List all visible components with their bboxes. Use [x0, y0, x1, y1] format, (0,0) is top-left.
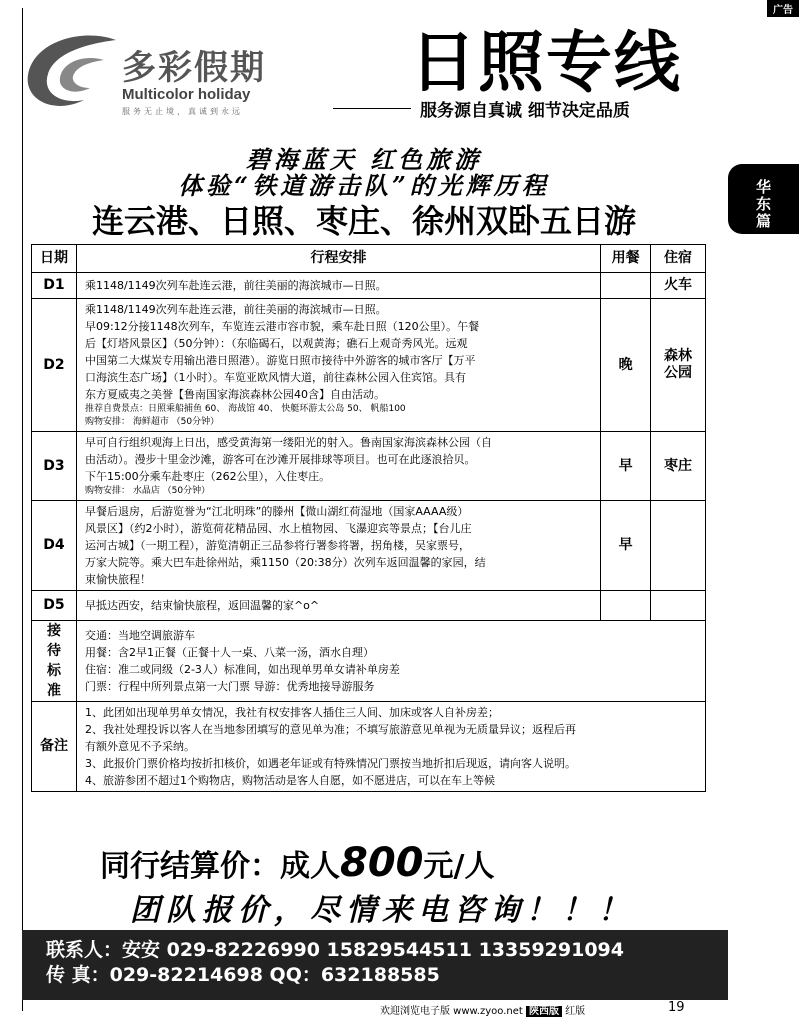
footer-text: 欢迎浏览电子版 www.zyoo.net: [380, 1006, 523, 1017]
hotel-cell: [651, 501, 706, 591]
plan-line: 由活动）。漫步十里金沙滩，游客可在沙滩开展排球等项目。也可在此逐浪拾贝。: [84, 453, 476, 466]
table-row: [32, 621, 706, 702]
region-tab-char: 华: [755, 178, 771, 196]
reception-label-char: 标: [46, 663, 61, 679]
day-label: D4: [32, 501, 77, 591]
contact-bar: [22, 930, 728, 1000]
plan-line: 早可自行组织观海上日出，感受黄海第一缕阳光的射入。鲁南国家海滨森林公园（自: [84, 436, 492, 449]
plan-line: 束愉快旅程！: [84, 573, 151, 586]
page-number: 19: [668, 1000, 685, 1015]
edition-tag: 陕西版: [526, 1006, 562, 1017]
logo-slogan: 服务无止境，真诚到永远: [122, 107, 243, 116]
reception-details: [76, 621, 705, 702]
plan-line: 乘1148/1149次列车赴连云港，前往美丽的海滨城市—日照。: [84, 303, 387, 316]
price-prefix: 同行结算价：成人: [100, 849, 340, 884]
plan-line: 下午15:00分乘车赴枣庄（262公里），入住枣庄。: [84, 470, 331, 483]
region-tab: [728, 164, 799, 234]
plan-line: 乘1148/1149次列车赴连云港，前往美丽的海滨城市—日照。: [84, 279, 387, 292]
plan-line: 运河古城】（一期工程），游览清朝正三品参将行署参将署，拐角楼，吴家票号，: [84, 539, 470, 552]
route-title: 连云港、日照、枣庄、徐州双卧五日游: [91, 202, 636, 240]
logo-swoosh-icon: [24, 30, 124, 120]
day-plan: [76, 501, 600, 591]
hotel-cell: 枣庄: [651, 432, 706, 501]
price-amount: 800: [340, 840, 424, 886]
ad-label: 广告: [767, 0, 799, 17]
hotel-cell: [651, 299, 706, 432]
header-hotel: 住宿: [651, 245, 706, 273]
meal-cell: 晚: [601, 299, 651, 432]
contact-line: 联系人：安安 029-82226990 15829544511 13359291094: [46, 939, 624, 961]
plan-line: 后【灯塔风景区】（50分钟）：（东临碣石，以观黄海；礁石上观奇秀风光。远观: [84, 337, 468, 350]
remarks-details: [76, 702, 705, 792]
reception-label-char: 准: [46, 683, 61, 699]
plan-note: 购物安排： 水晶店 （50分钟）: [84, 486, 211, 496]
remark-line: 4、旅游参团不超过1个购物店，购物活动是客人自愿，如不愿进店，可以在车上等候: [84, 774, 495, 787]
table-row: [32, 299, 706, 432]
reception-line: 用餐：含2早1正餐（正餐十人一桌、八菜一汤，酒水自理）: [84, 646, 374, 659]
settlement-price: [100, 840, 494, 886]
page-title: 日照专线: [410, 24, 682, 101]
plan-note: 购物安排： 海鲜超市 （50分钟）: [84, 417, 220, 427]
remark-line: 2、我社处理投诉以客人在当地参团填写的意见单为准；不填写旅游意见单视为无质量异议；返程后再: [84, 723, 576, 736]
reception-label-char: 待: [46, 643, 61, 659]
remark-line: 1、此团如出现单男单女情况，我社有权安排客人插住三人间、加床或客人自补房差；: [84, 706, 499, 719]
reception-line: 交通：当地空调旅游车: [84, 629, 195, 642]
plan-line: 早餐后退房，后游览誉为“江北明珠”的滕州【微山湖红荷湿地（国家AAAA级）: [84, 505, 469, 518]
table-row: [32, 432, 706, 501]
hotel-line: 森林: [664, 348, 693, 364]
price-suffix: 元/人: [423, 849, 495, 884]
plan-line: 早09:12分接1148次列车，车览连云港市容市貌，乘车赴日照（120公里）。午餐: [84, 320, 480, 333]
remarks-label: 备注: [32, 702, 77, 792]
subtitle-line-1: 碧海蓝天 红色旅游: [245, 145, 483, 174]
day-plan: [76, 591, 600, 621]
subtitle-line-2: 体验“铁道游击队”的光辉历程: [178, 171, 550, 200]
table-header-row: [32, 245, 706, 273]
day-label: D1: [32, 273, 77, 299]
day-plan: [76, 299, 600, 432]
table-row: [32, 273, 706, 299]
header-date: 日期: [32, 245, 77, 273]
plan-line: 东方夏威夷之美誉【鲁南国家海滨森林公园40含】自由活动。: [84, 388, 385, 401]
plan-line: 风景区】（约2小时），游览荷花精品园、水上植物园、飞瀑迎宾等景点；【台儿庄: [84, 522, 472, 535]
region-tab-char: 篇: [755, 212, 771, 230]
reception-line: 门票：行程中所列景点第一大门票 导游：优秀地接导游服务: [84, 680, 375, 693]
remark-line: 3、此报价门票价格均按折扣核价，如遇老年证或有特殊情况门票按当地折扣后现返，请向客人说明。: [84, 757, 576, 770]
table-row: [32, 501, 706, 591]
table-row: [32, 591, 706, 621]
footer: [380, 1002, 799, 1017]
fax-line: 传 真：029-82214698 QQ：632188585: [46, 964, 440, 986]
meal-cell: 早: [601, 501, 651, 591]
header-meal: 用餐: [601, 245, 651, 273]
logo-name-cn: 多彩假期: [122, 48, 266, 88]
plan-line: 口海滨生态广场】（1小时）。车览亚欧风情大道，前往森林公园入住宾馆。具有: [84, 371, 466, 384]
day-plan: [76, 273, 600, 299]
meal-cell: [601, 273, 651, 299]
hotel-cell: 火车: [651, 273, 706, 299]
remark-line: 有额外意见不予采纳。: [84, 740, 195, 753]
plan-line: 中国第二大煤炭专用输出港日照港）。游览日照市接待中外游客的城市客厅【万平: [84, 354, 476, 367]
company-logo: [24, 30, 344, 130]
plan-note: 推荐自费景点：日照乘船捕鱼 60、 海战馆 40、 快艇环游太公岛 50、 帆船100: [84, 404, 406, 414]
table-row: [32, 702, 706, 792]
day-label: D2: [32, 299, 77, 432]
consult-banner: 团队报价，尽情来电咨询！！！: [130, 893, 634, 928]
region-tab-char: 东: [755, 195, 771, 213]
header-slogan: 服务源自真诚 细节决定品质: [420, 101, 630, 121]
meal-cell: 早: [601, 432, 651, 501]
title-divider: [333, 108, 411, 109]
itinerary-table: [31, 244, 706, 792]
plan-line: 早抵达西安，结束愉快旅程，返回温馨的家^o^: [84, 599, 320, 612]
reception-label: [32, 621, 77, 702]
hotel-cell: [651, 591, 706, 621]
reception-label-char: 接: [46, 623, 61, 639]
meal-cell: [601, 591, 651, 621]
header-plan: 行程安排: [76, 245, 600, 273]
edition-label: 红版: [565, 1006, 586, 1017]
hotel-line: 公园: [664, 365, 693, 381]
plan-line: 万家大院等。乘大巴车赴徐州站，乘1150（20:38分）次列车返回温馨的家园，结: [84, 556, 486, 569]
day-label: D5: [32, 591, 77, 621]
day-plan: [76, 432, 600, 501]
reception-line: 住宿：准二或同级（2-3人）标准间，如出现单男单女请补单房差: [84, 663, 400, 676]
logo-name-en: Multicolor holiday: [122, 86, 251, 103]
day-label: D3: [32, 432, 77, 501]
